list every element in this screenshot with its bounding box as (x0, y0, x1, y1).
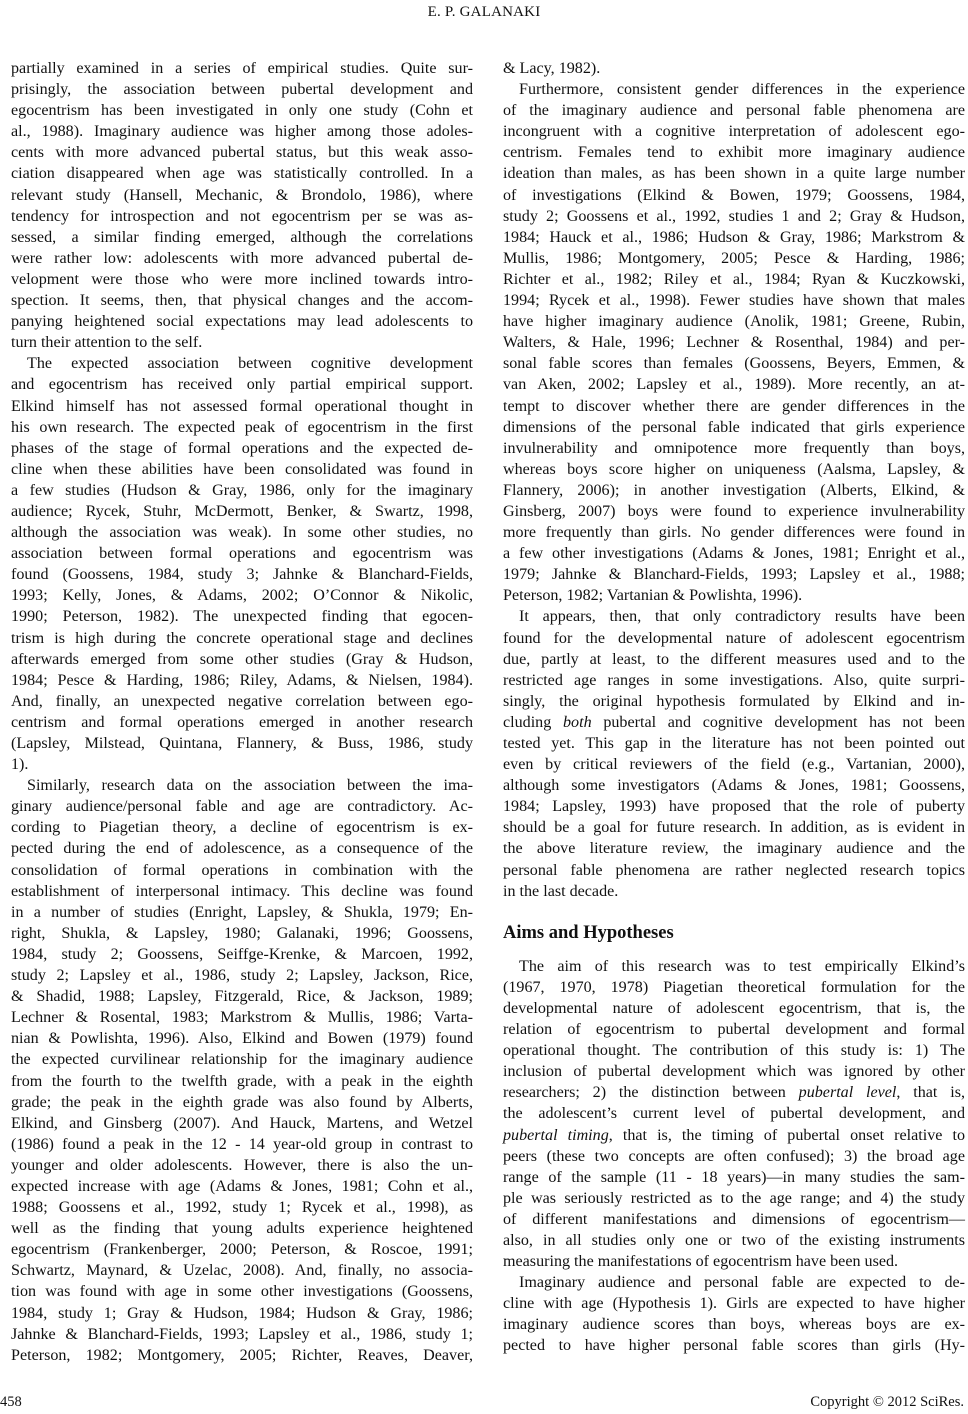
text-line: sessed, a similar finding emerged, although the correlations (11, 228, 473, 246)
text-line: due, partly at least, to the different measures used and to the (503, 650, 965, 668)
text-line: in a number of studies (Enright, Lapsley, & Shukla, 1979; En- (11, 903, 473, 921)
text-line: imaginary audience scores than boys, whereas boys are ex- (503, 1316, 965, 1334)
text-line: spection. It seems, then, that physical changes and the accom- (11, 292, 473, 310)
text-line: a few other investigations (Adams & Jones, 1981; Enright et al., (503, 545, 965, 563)
text-line: 1). (11, 756, 29, 774)
text-line: range of the sample (11 - 18 years)—in many studies the sam- (503, 1168, 965, 1186)
text-line: Lechner & Rosental, 1983; Markstrom & Mullis, 1986; Varta- (11, 1009, 473, 1027)
text-line: of investigations (Elkind & Bowen, 1979; Goossens, 1984, (503, 186, 965, 204)
text-line: restricted age ranges in some investigations. Also, quite surpri- (503, 671, 965, 689)
text-line: tempt to discover whether there are gender differences in the (503, 397, 965, 415)
literature-review-continued (503, 58, 965, 902)
text-line: 1984; Lapsley, 1993) have proposed that the role of puberty (503, 798, 965, 816)
text-line: Flannery, 2006); in another investigation (Alberts, Elkind, & (503, 481, 965, 499)
text-line: turn their attention to the self. (11, 334, 203, 352)
text-line: found (Goossens, 1984, study 3; Jahnke & Blanchard-Fields, (11, 566, 473, 584)
text-line: afterwards emerged from some other studies (Gray & Hudson, (11, 650, 473, 668)
text-line: the expected curvilinear relationship for the imaginary audience (11, 1051, 473, 1069)
text-line: singly, the original hypothesis formulated by Elkind and in- (503, 692, 965, 710)
text-line: relation of egocentrism to pubertal development and formal (503, 1021, 965, 1039)
text-line: cline with age (Hypothesis 1). Girls are expected to have higher (503, 1295, 965, 1313)
section-heading-aims: Aims and Hypotheses (503, 922, 674, 943)
text-line: egocentrism (Frankenberger, 2000; Peterson, & Roscoe, 1991; (11, 1241, 473, 1259)
text-line: should be a goal for future research. In addition, as is evident in (503, 819, 965, 837)
text-line: (1967, 1970, 1978) Piagetian theoretical formulation for the (503, 978, 965, 996)
text-line: phases of the stage of formal operations and the expected de- (11, 439, 473, 457)
text-line: in the last decade. (503, 882, 619, 900)
text-line: of different manifestations and dimensions of egocentrism— (503, 1210, 965, 1228)
text-line: sonal fable scores than females (Goossens, Beyers, Emmen, & (503, 355, 965, 373)
text-line: 1994; Rycek et al., 1998). Fewer studies have shown that males (503, 292, 965, 310)
text-line: 1988; Goossens et al., 1992, study 1; Rycek et al., 1998), as (11, 1199, 473, 1217)
text-line: Walters, & Hale, 1996; Lechner & Rosenthal, 1984) and per- (503, 334, 965, 352)
text-line: tested yet. This gap in the literature has not been pointed out (503, 735, 965, 752)
text-line: Jahnke & Blanchard-Fields, 1993; Lapsley et al., 1986, study 1; (11, 1325, 473, 1343)
text-line: 1979; Jahnke & Blanchard-Fields, 1993; Lapsley et al., 1988; (503, 566, 965, 584)
text-line: (Lapsley, Milstead, Quintana, Flannery, & Buss, 1986, study (11, 735, 473, 752)
text-line: measuring the manifestations of egocentrism have been used. (503, 1253, 899, 1271)
text-line: cording to Piagetian theory, a decline of egocentrism is ex- (11, 819, 473, 837)
text-line: whereas boys score higher on uniqueness (Aalsma, Lapsley, & (503, 460, 965, 478)
text-line: the above literature review, the imaginary audience and the (503, 840, 965, 858)
text-line: centrism and formal operations emerged in another research (11, 713, 473, 731)
text-line: panying heightened social expectations may lead adolescents to (11, 313, 473, 331)
text-line: Furthermore, consistent gender differences in the experience (519, 81, 965, 99)
text-line: developmental nature of adolescent egocentrism, that is, the (503, 999, 965, 1017)
text-line: found for the developmental nature of adolescent egocentrism (503, 629, 965, 647)
text-line: cents with more advanced pubertal status, but this weak asso- (11, 144, 473, 162)
text-line: ple was seriously restricted as to the age range; and 4) the study (503, 1189, 965, 1207)
text-line: peers (these two concepts are often confused); 3) the broad age (503, 1147, 965, 1165)
text-line: 1984; Hauck et al., 1986; Hudson & Gray, 1986; Markstrom & (503, 228, 965, 246)
text-line: establishment of interpersonal intimacy. This decline was found (11, 882, 473, 900)
text-line: Mullis, 1986; Montgomery, 2005; Pesce & Harding, 1986; (503, 249, 965, 267)
copyright-notice: Copyright © 2012 SciRes. (810, 1394, 964, 1410)
text-line: expected increase with age (Adams & Jones, 1981; Cohn et al., (11, 1177, 473, 1195)
text-line: 1984, study 1; Gray & Hudson, 1984; Hudson & Gray, 1986; (11, 1304, 473, 1322)
text-line: Richter et al., 1982; Riley et al., 1984; Ryan & Kuczkowski, (503, 270, 965, 288)
text-line: centrism. Females tend to exhibit more imaginary audience (503, 144, 965, 162)
text-line: & Lacy, 1982). (503, 60, 601, 77)
text-line: Peterson, 1982; Montgomery, 2005; Richter, Reaves, Deaver, (11, 1346, 473, 1364)
text-line: younger and older adolescents. However, there is also the un- (11, 1156, 473, 1174)
text-line: a few studies (Hudson & Gray, 1986, only for the imaginary (11, 481, 473, 499)
text-line: prisingly, the association between pubertal development and (11, 81, 473, 99)
text-line: were rather low: adolescents with more advanced pubertal de- (11, 249, 473, 267)
running-head: E. P. GALANAKI (427, 4, 541, 20)
text-line: from the fourth to the twelfth grade, with a peak in the eighth (11, 1072, 473, 1090)
text-line: personal fable phenomena are rather neglected research topics (503, 861, 965, 879)
text-line: cluding both pubertal and cognitive development has not been (503, 713, 966, 731)
right-column (503, 58, 965, 1357)
text-line: 1984; Pesce & Harding, 1986; Riley, Adams, & Nielsen, 1984). (11, 671, 473, 689)
text-line: pubertal timing, that is, the timing of pubertal onset relative to (503, 1126, 966, 1144)
text-line: more frequently than girls. No gender differences were found in (503, 524, 965, 542)
text-line: & Shadid, 1988; Lapsley, Fitzgerald, Rice, & Jackson, 1989; (11, 988, 473, 1006)
text-line: well as the finding that young adults experience heightened (11, 1220, 473, 1238)
text-line: nian & Powlishta, 1996). Also, Elkind and Bowen (1979) found (11, 1030, 473, 1048)
text-line: cline when these abilities have been consolidated was found in (11, 460, 473, 478)
text-line: consolidation of formal operations in combination with the (11, 861, 473, 879)
text-line: researchers; 2) the distinction between pubertal level, that is, (503, 1084, 965, 1102)
text-line: right, Shukla, & Lapsley, 1980; Galanaki, 1996; Goossens, (11, 924, 473, 942)
text-line: pected to have higher personal fable scores than girls (Hy- (503, 1337, 965, 1355)
text-line: Peterson, 1982; Vartanian & Powlishta, 1996). (503, 587, 803, 605)
text-line: relevant study (Hansell, Mechanic, & Brondolo, 1986), where (11, 186, 473, 204)
text-line: 1993; Kelly, Jones, & Adams, 2002; O’Connor & Nikolic, (11, 587, 473, 605)
text-line: dimensions of the personal fable indicated that girls experience (503, 418, 965, 436)
text-line: even by critical reviewers of the field (e.g., Vartanian, 2000), (503, 756, 965, 774)
text-line: of the imaginary audience and personal fable phenomena are (503, 102, 965, 120)
text-line: 1990; Peterson, 1982). The unexpected finding that egocen- (11, 608, 473, 626)
aims-section-body (503, 956, 965, 1357)
text-line: audience; Rycek, Stuhr, McDermott, Benker, & Swartz, 1998, (11, 502, 473, 520)
text-line: ideation than males, as has been shown in a quite large number (503, 165, 965, 183)
text-line: tion was found with age in some other investigations (Goossens, (11, 1283, 473, 1301)
text-line: association between formal operations and egocentrism was (11, 545, 473, 563)
text-line: (1986) found a peak in the 12 - 14 year-old group in contrast to (11, 1135, 473, 1153)
text-line: partially examined in a series of empirical studies. Quite sur- (11, 60, 473, 77)
text-line: And, finally, an unexpected negative correlation between ego- (11, 692, 473, 710)
text-line: al., 1988). Imaginary audience was higher among those adoles- (11, 123, 473, 141)
text-line: the adolescent’s current level of pubertal development, and (503, 1105, 965, 1123)
text-line: although some investigators (Adams & Jones, 1981; Goossens, (503, 777, 965, 795)
text-line: have higher imaginary audience (Anolik, 1981; Greene, Rubin, (503, 313, 965, 331)
text-line: and egocentrism has received only partial empirical support. (11, 376, 473, 394)
text-line: The aim of this research was to test empirically Elkind’s (519, 957, 965, 975)
text-line: Schwartz, Maynard, & Uzelac, 2008). And, finally, no associa- (11, 1262, 473, 1280)
text-line: pected during the end of adolescence, as a consequence of the (11, 840, 473, 858)
text-line: Elkind himself has not assessed formal operational thought in (11, 397, 473, 415)
text-line: Imaginary audience and personal fable are expected to de- (519, 1274, 965, 1292)
page-number: 458 (0, 1394, 22, 1410)
text-line: operational thought. The contribution of this study is: 1) The (503, 1042, 965, 1060)
text-line: also, in all studies only one or two of the existing instruments (503, 1231, 965, 1249)
left-column (11, 58, 473, 1366)
text-line: 1984, study 2; Goossens, Seiffge-Krenke, & Marcoen, 1992, (11, 945, 473, 963)
text-line: study 2; Goossens et al., 1992, studies 1 and 2; Gray & Hudson, (503, 207, 965, 225)
text-line: The expected association between cognitive development (27, 355, 473, 373)
text-line: egocentrism has been investigated in only one study (Cohn et (11, 102, 473, 120)
text-line: his own research. The expected peak of egocentrism in the first (11, 418, 473, 436)
text-line: Ginsberg, 2007) boys were found to experience invulnerability (503, 502, 965, 520)
text-line: tendency for introspection and not egocentrism per se was as- (11, 207, 473, 225)
text-line: although the association was weak). In some other studies, no (11, 524, 473, 542)
text-line: grade; the peak in the eighth grade was also found by Alberts, (11, 1093, 473, 1111)
text-line: ginary audience/personal fable and age are contradictory. Ac- (11, 798, 473, 816)
text-line: It appears, then, that only contradictory results have been (519, 608, 965, 626)
text-line: velopment were those who were more inclined towards intro- (11, 270, 473, 288)
text-line: trism is high during the concrete operational stage and declines (11, 629, 473, 647)
text-line: study 2; Lapsley et al., 1986, study 2; Lapsley, Jackson, Rice, (11, 967, 473, 985)
text-line: ciation disappeared when age was statistically controlled. In a (11, 165, 473, 183)
text-line: van Aken, 2002; Lapsley et al., 1989). More recently, an at- (503, 376, 965, 394)
text-line: invulnerability and omnipotence more frequently than boys, (503, 439, 965, 457)
text-line: inclusion of pubertal development which was ignored by other (503, 1063, 965, 1081)
text-line: incongruent with a cognitive interpretation of adolescent ego- (503, 123, 965, 141)
text-line: Similarly, research data on the association between the ima- (27, 777, 473, 795)
text-line: Elkind, and Ginsberg (2007). And Hauck, Martens, and Wetzel (11, 1114, 473, 1132)
